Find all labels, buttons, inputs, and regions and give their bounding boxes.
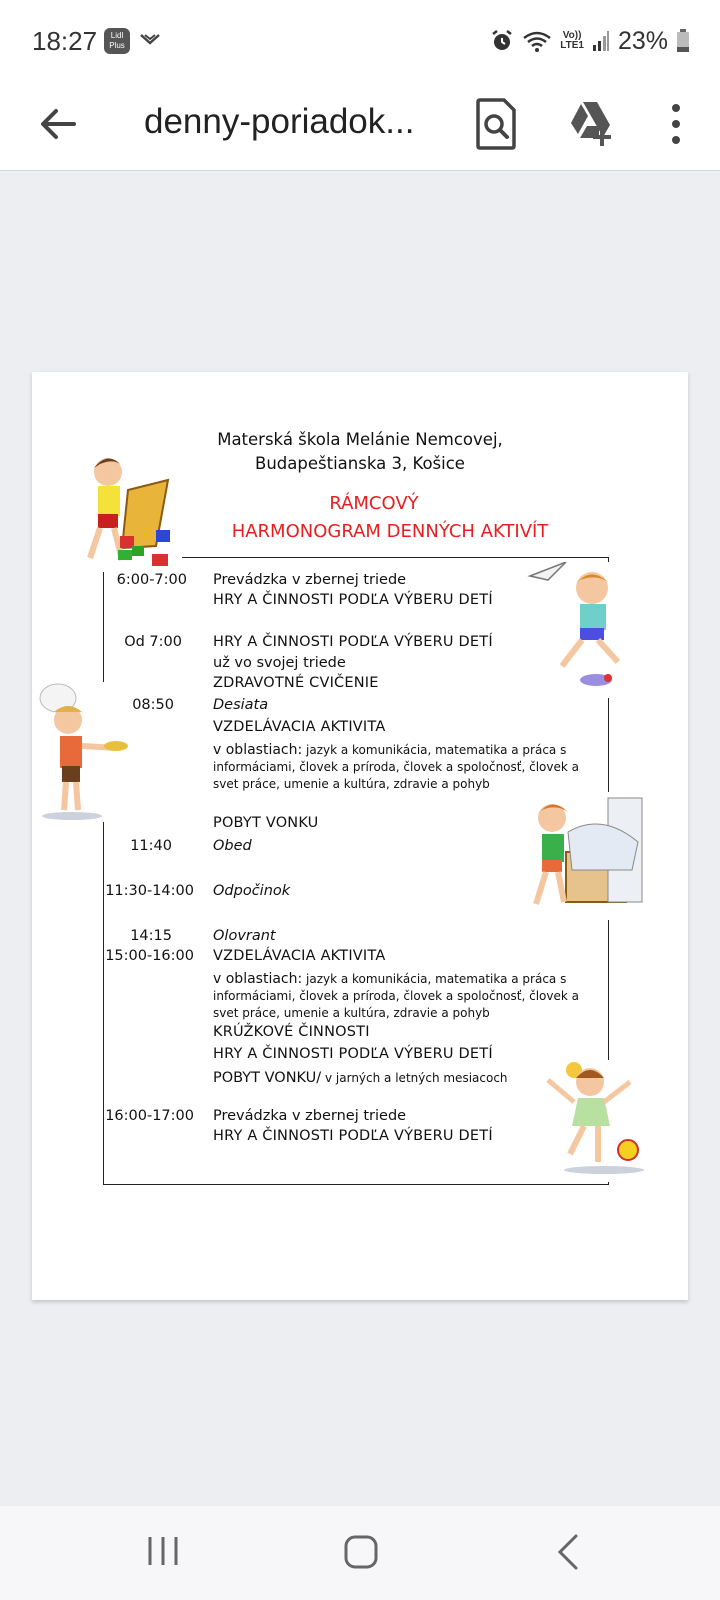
more-options-icon[interactable] [658, 98, 694, 150]
signal-icon [592, 30, 610, 52]
back-arrow-icon[interactable] [34, 100, 82, 148]
system-navigation-bar [0, 1506, 720, 1600]
home-icon[interactable] [343, 1534, 379, 1570]
boy-with-paper-plane-illustration [526, 562, 634, 698]
t3-line-a: Desiata [213, 697, 269, 713]
t3-areas [213, 742, 593, 793]
chevron-notification-icon [138, 28, 162, 52]
boy-with-blocks-illustration [60, 450, 182, 572]
app-badge-line2: Plus [109, 41, 125, 50]
t3-line-c: POBYT VONKU [213, 815, 319, 831]
status-bar [0, 0, 720, 80]
t8-line-b: HRY A ČINNOSTI PODĽA VÝBERU DETÍ [213, 1128, 493, 1144]
t7-line-a: VZDELÁVACIA AKTIVITA [213, 948, 386, 964]
save-to-drive-icon[interactable] [566, 98, 616, 148]
t3-areas-text: jazyk a komunikácia, matematika a práca s informáciami, človek a príroda, človek a spoločnosť, človek a svet práce, umenie a kultúra, zdravie a pohyb [213, 743, 579, 791]
wifi-icon [522, 29, 552, 53]
t2-line-a: HRY A ČINNOSTI PODĽA VÝBERU DETÍ [213, 634, 493, 650]
app-badge-line1: Lidl [110, 31, 124, 40]
t3-areas-label: v oblastiach: [213, 742, 303, 758]
t2-line-c: ZDRAVOTNÉ CVIČENIE [213, 675, 379, 691]
time-1415: 14:15 [130, 928, 172, 944]
time-1140: 11:40 [130, 838, 172, 854]
battery-percent: 23% [617, 26, 668, 55]
t7-areas [213, 971, 593, 1022]
title-line1: RÁMCOVÝ [329, 493, 419, 514]
t1-line-b: HRY A ČINNOSTI PODĽA VÝBERU DETÍ [213, 592, 493, 608]
document-page[interactable] [32, 372, 688, 1300]
time-6-7: 6:00-7:00 [116, 572, 187, 588]
search-in-document-icon[interactable] [470, 96, 522, 152]
school-name: Materská škola Melánie Nemcovej, [217, 430, 503, 449]
t7-line-b: KRÚŽKOVÉ ČINNOSTI [213, 1024, 370, 1040]
t7-pobyt-note: v jarných a letných mesiacoch [321, 1071, 508, 1085]
t3-line-b: VZDELÁVACIA AKTIVITA [213, 719, 386, 735]
t7-areas-text: jazyk a komunikácia, matematika a práca s informáciami, človek a príroda, človek a spoločnosť, človek a svet práce, umenie a kultúra, zdravie a pohyb [213, 972, 579, 1020]
network-bottom: LTE1 [560, 40, 584, 51]
t7-line-c: HRY A ČINNOSTI PODĽA VÝBERU DETÍ [213, 1046, 493, 1062]
status-time: 18:27 [32, 26, 98, 56]
title-line2: HARMONOGRAM DENNÝCH AKTIVÍT [231, 521, 549, 542]
t2-line-b: už vo svojej triede [213, 655, 346, 671]
t8-line-a: Prevádzka v zbernej triede [213, 1108, 407, 1124]
t6-line-a: Olovrant [213, 928, 276, 944]
app-toolbar [0, 80, 720, 171]
t5-line-a: Odpočinok [213, 883, 291, 899]
time-od-7: Od 7:00 [124, 634, 182, 650]
network-top: Vo)) [562, 30, 582, 41]
girl-with-ball-illustration [534, 1060, 656, 1182]
t1-line-a: Prevádzka v zbernej triede [213, 572, 407, 588]
time-0850: 08:50 [132, 697, 174, 713]
nav-back-icon[interactable] [552, 1532, 582, 1572]
time-1600-1700: 16:00-17:00 [105, 1108, 194, 1124]
t4-line-a: Obed [213, 838, 252, 854]
school-address: Budapeštianska 3, Košice [255, 454, 465, 473]
lidl-plus-notification-icon [104, 28, 130, 54]
alarm-icon [490, 29, 514, 53]
lte-indicator [560, 31, 584, 51]
time-1500-1600: 15:00-16:00 [105, 948, 194, 964]
battery-icon [676, 29, 690, 53]
status-right [490, 26, 690, 56]
t7-pobyt-vonku: POBYT VONKU/ [213, 1070, 322, 1086]
recent-apps-icon[interactable] [146, 1534, 180, 1568]
document-title: denny-poriadok... [144, 102, 415, 141]
t7-line-d [213, 1070, 508, 1086]
t7-areas-label: v oblastiach: [213, 971, 303, 987]
boy-making-bed-illustration [512, 792, 646, 920]
time-1130-1400: 11:30-14:00 [105, 883, 194, 899]
